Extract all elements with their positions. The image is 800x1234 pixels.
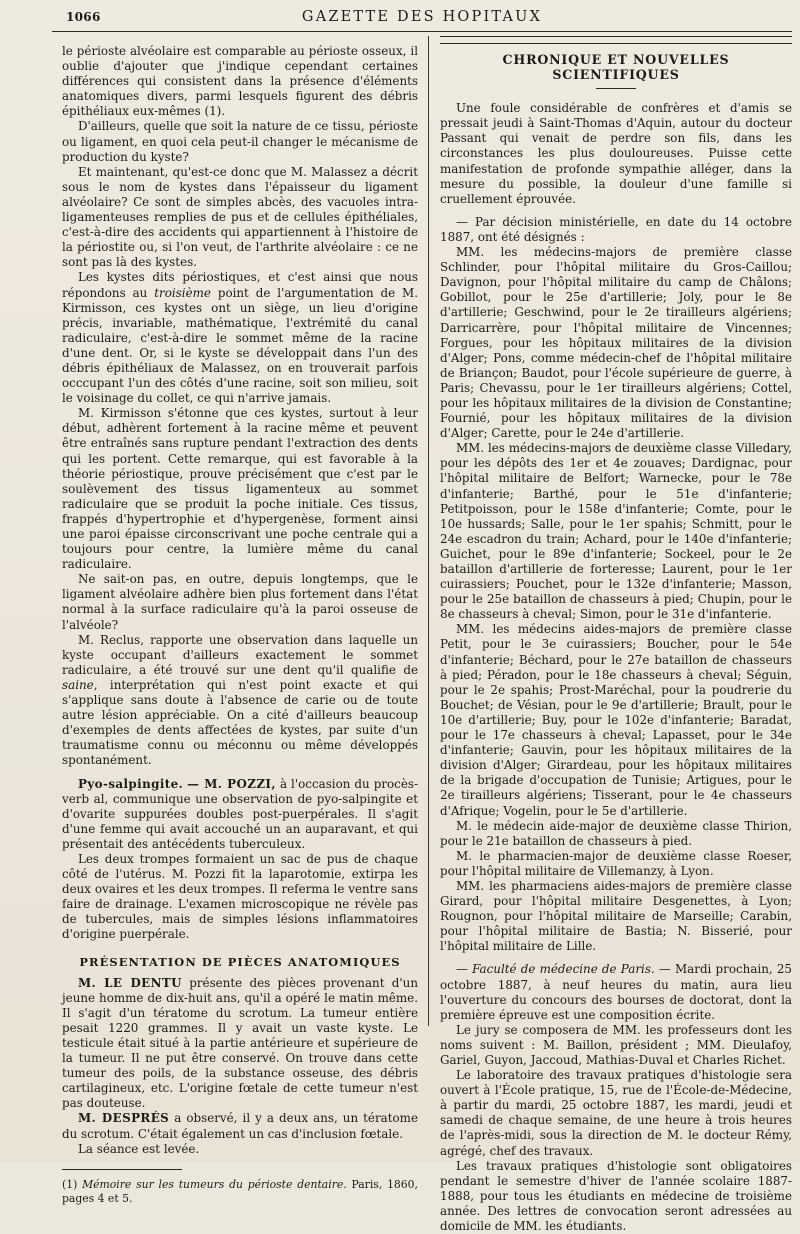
title-rule — [596, 88, 636, 89]
paragraph: Une foule considérable de confrères et d'amis se pressait jeudi à Saint-Thomas d'Aquin, autour du docteur Passant qui venait de perdre son fils, dans les circonstances les plus douloureuses. Puisse cette manifestation de profonde sympathie alléger, dans la mesure du possible, la douleur d'une famille si cruellement éprouvée. — [440, 101, 792, 206]
paragraph: MM. les médecins aides-majors de première classe Petit, pour le 3e cuirassiers; Boucher, pour le 54e d'infanterie; Béchard, pour le 27e bataillon de chasseurs à pied; Péradon, pour le 18e chasseurs à cheval; Séguin, pour le 2e spahis; Prost-Maréchal, pour la poudrerie du Bouchet; de Vésian, pour le 9e d'artillerie; Brault, pour le 10e d'artillerie; Buy, pour le 102e d'infanterie; Baradat, pour le 17e chasseurs à cheval; Lapasset, pour le 34e d'infanterie; Gauvin, pour les hôpitaux militaires de la division d'Alger; Girardeau, pour les hôpitaux militaires de la brigade d'occupation de Tunisie; Artigues, pour le 2e tirailleurs algériens; Tisserant, pour le 4e chasseurs d'Afrique; Vogelin, pour le 5e d'artillerie. — [440, 622, 792, 818]
paragraph: — Par décision ministérielle, en date du 14 octobre 1887, ont été désignés : — [440, 214, 792, 244]
spacer — [62, 769, 418, 777]
paragraph: MM. les pharmaciens aides-majors de première classe Girard, pour l'hôpital militaire Desgenettes, à Lyon; Rougnon, pour l'hôpital militaire de Marseille; Carabin, pour l'hôpital militaire de Bastia; N. Bisserié, pour l'hôpital militaire de Lille. — [440, 878, 792, 954]
text-run: — — [456, 962, 468, 977]
paragraph — [62, 633, 418, 769]
text-run: , interprétation qui n'est point exacte et qui s'applique sans doute à l'absence de carie ou de toute autre lésion appréciable. On a cité d'ailleurs beaucoup d'exemples de dents affectées de kystes, par suite d'un traumatisme connu ou méconnu ou même développés spontanément. — [62, 677, 418, 768]
paragraph — [62, 1111, 418, 1141]
paragraph: Les travaux pratiques d'histologie sont obligatoires pendant le semestre d'hiver de l'année scolaire 1887-1888, pour tous les étudiants en médecine de troisième année. Des lettres de convocation seront adressées au domicile de MM. les étudiants. — [440, 1158, 792, 1234]
paragraph: MM. les médecins-majors de première classe Schlinder, pour l'hôpital militaire du Gros-Caillou; Davignon, pour l'hôpital militaire du camp de Châlons; Gobillot, pour le 25e d'artillerie; Joly, pour le 8e d'artillerie; Geschwind, pour le 2e tirailleurs algériens; Darricarrère, pour l'hôpital militaire de Vincennes; Forgues, pour les hôpitaux militaires de la division d'Alger; Pons, comme médecin-chef de l'hôpital militaire de Briançon; Baudot, pour l'école supérieure de guerre, à Paris; Chevassu, pour le 1er tirailleurs algériens; Cottel, pour les hôpitaux militaires de la division de Constantine; Fournié, pour les hôpitaux militaires de la division d'Alger; Carette, pour le 24e d'artillerie. — [440, 245, 792, 441]
footnote — [62, 1178, 418, 1206]
italic-text: saine — [62, 677, 94, 692]
paragraph: Le jury se composera de MM. les professeurs dont les noms suivent : M. Baillon, président ; MM. Dieulafoy, Gariel, Guyon, Jaccoud, Mathias-Duval et Charles Richet. — [440, 1022, 792, 1067]
italic-text: Faculté de médecine de Paris. — [472, 962, 655, 977]
paragraph — [62, 976, 418, 1112]
left-column — [62, 44, 418, 1206]
page-header — [52, 4, 792, 30]
right-column — [440, 40, 792, 1234]
header-rule — [52, 31, 792, 32]
text-run: M. Reclus, rapporte une observation dans laquelle un kyste occupant d'ailleurs exactement le sommet radiculaire, a été trouvé sur une dent qu'il qualifie de — [62, 632, 418, 677]
paragraph: le périoste alvéolaire est comparable au périoste osseux, il oublie d'ajouter que j'indique cependant certaines différences qui consistent dans la présence d'éléments anatomiques divers, parmi lesquels figurent des débris épithéliaux eux-mêmes (1). — [62, 44, 418, 119]
paragraph: M. le médecin aide-major de deuxième classe Thirion, pour le 21e bataillon de chasseurs à pied. — [440, 818, 792, 848]
footnote-number: (1) — [62, 1177, 78, 1191]
footnote-text: Paris, 1860, pages 4 et 5. — [62, 1177, 418, 1205]
chronique-title: CHRONIQUE ET NOUVELLES SCIENTIFIQUES — [502, 52, 730, 83]
paragraph — [62, 270, 418, 406]
author-name: — M. POZZI, — [187, 776, 276, 791]
text-run: point de l'argumentation de M. Kirmisson, ces kystes ont un siège, un lieu d'origine précis, invariable, mathématique, l'extrémité du canal radiculaire, c'est-à-dire le sommet même de la racine d'une dent. Or, si le kyste se développait dans l'un des débris épithéliaux de Malassez, on en trouverait parfois occcupant l'un des côtés d'une racine, soit son milieu, soit le voisinage du collet, ce qui n'arrive jamais. — [62, 285, 419, 406]
text-run: — Mardi prochain, 25 octobre 1887, à neuf heures du matin, aura lieu l'ouverture du concours des bourses de doctorat, dont la première épreuve est une composition écrite. — [440, 962, 792, 1022]
italic-text: troisième — [154, 285, 211, 300]
running-title: GAZETTE DES HOPITAUX — [301, 9, 543, 25]
author-name: M. LE DENTU — [78, 975, 182, 990]
paragraph: La séance est levée. — [78, 1141, 200, 1156]
paragraph: Les deux trompes formaient un sac de pus de chaque côté de l'utérus. M. Pozzi fit la laparotomie, extirpa les deux ovaires et les deux trompes. Il referma le ventre sans faire de drainage. L'examen microscopique ne révèle pas de tubercules, mais de simples lésions inflammatoires d'origine puerpérale. — [62, 851, 418, 942]
spacer — [440, 954, 792, 962]
text-run: Les kystes dits périostiques, et c'est ainsi que nous répondons au — [62, 270, 418, 300]
footnote-rule — [62, 1169, 182, 1170]
paragraph: Et maintenant, qu'est-ce donc que M. Malassez a décrit sous le nom de kystes dans l'épaisseur du ligament alvéolaire? Ce sont de simples abcès, des vacuoles intra-ligamenteuses remplies de pus et de cellules épithéliales, c'est-à-dire des accidents qui appartiennent à l'histoire de la périostite ou, si l'on veut, de l'arthrite alvéolaire : ce ne sont pas là des kystes. — [62, 164, 418, 270]
paragraph: MM. les médecins-majors de deuxième classe Villedary, pour les dépôts des 1er et 4e zouaves; Dardignac, pour l'hôpital militaire de Belfort; Warnecke, pour le 78e d'infanterie; Barthé, pour le 51e d'infanterie; Petitpoisson, pour le 158e d'infanterie; Comte, pour le 10e hussards; Salle, pour le 1er spahis; Schmitt, pour le 24e escadron du train; Achard, pour le 140e d'infanterie; Guichet, pour le 89e d'infanterie; Sockeel, pour le 2e bataillon d'artillerie de forteresse; Laurent, pour le 1er cuirassiers; Pouchet, pour le 132e d'infanterie; Masson, pour le 25e bataillon de chasseurs à pied; Chupin, pour le 8e chasseurs à cheval; Simon, pour le 31e d'infanterie. — [440, 441, 792, 622]
paragraph-pyo-salpingite — [62, 777, 418, 852]
paragraph: M. Kirmisson s'étonne que ces kystes, surtout à leur début, adhèrent fortement à la racine même et peuvent être entraînés sans rupture pendant l'extraction des dents qui les portent. Cette remarque, qui est favorable à la théorie périostique, prouve précisément que c'est par le soulèvement des tissus ligamenteux au sommet radiculaire que se produit la poche initiale. Ces tissus, frappés d'hypertrophie et d'hypergenèse, forment ainsi une paroi épaisse circonscrivant une poche centrale qui a toujours pour centre, la lumière même du canal radiculaire. — [62, 406, 418, 572]
paragraph — [440, 962, 792, 1022]
text-run: à l'occasion du procès-verb al, communique une observation de pyo-salpingite et d'ovarite suppurées doubles post-puerpérales. Il s'agit d'une femme qui avait accouché un an auparavant, et qui présentait des antécédents tuberculeux. — [62, 776, 419, 851]
section-title: PRÉSENTATION DE PIÈCES ANATOMIQUES — [79, 954, 401, 969]
paragraph: Le laboratoire des travaux pratiques d'histologie sera ouvert à l'École pratique, 15, rue de l'École-de-Médecine, à partir du mardi, 25 octobre 1887, les mardi, jeudi et samedi de chaque semaine, de une heure à trois heures de l'après-midi, sous la direction de M. le docteur Rémy, agrégé, chef des travaux. — [440, 1068, 792, 1158]
text-run: a observé, il y a deux ans, un tératome du scrotum. C'était également un cas d'inclusion fœtale. — [62, 1111, 418, 1141]
author-name: M. DESPRÉS — [78, 1111, 170, 1126]
page-number: 1066 — [66, 10, 101, 24]
text-run: présente des pièces provenant d'un jeune homme de dix-huit ans, qu'il a opéré le matin même. Il s'agit d'un tératome du scrotum. La tumeur entière pesait 1220 grammes. Il y avait un vaste kyste. Le testicule était situé à la partie antérieure et supérieure de la tumeur. Il ne put être conservé. On trouve dans cette tumeur des poils, de la substance osseuse, des débris cartilagineux, etc. L'origine fœtale de cette tumeur n'est pas douteuse. — [62, 975, 418, 1111]
section-lead: Pyo-salpingite. — [78, 776, 184, 791]
paragraph: D'ailleurs, quelle que soit la nature de ce tissu, périoste ou ligament, en quoi cela peut-il changer le mécanisme de production du kyste? — [62, 119, 418, 164]
paragraph: Ne sait-on pas, en outre, depuis longtemps, que le ligament alvéolaire adhère bien plus fortement dans l'état normal à la surface radiculaire qu'à la paroi osseuse de l'alvéole? — [62, 572, 418, 632]
column-divider — [428, 36, 429, 1026]
footnote-title: Mémoire sur les tumeurs du périoste dentaire. — [82, 1177, 347, 1191]
paragraph: M. le pharmacien-major de deuxième classe Roeser, pour l'hôpital militaire de Villemanzy, à Lyon. — [440, 848, 792, 878]
spacer — [440, 207, 792, 215]
